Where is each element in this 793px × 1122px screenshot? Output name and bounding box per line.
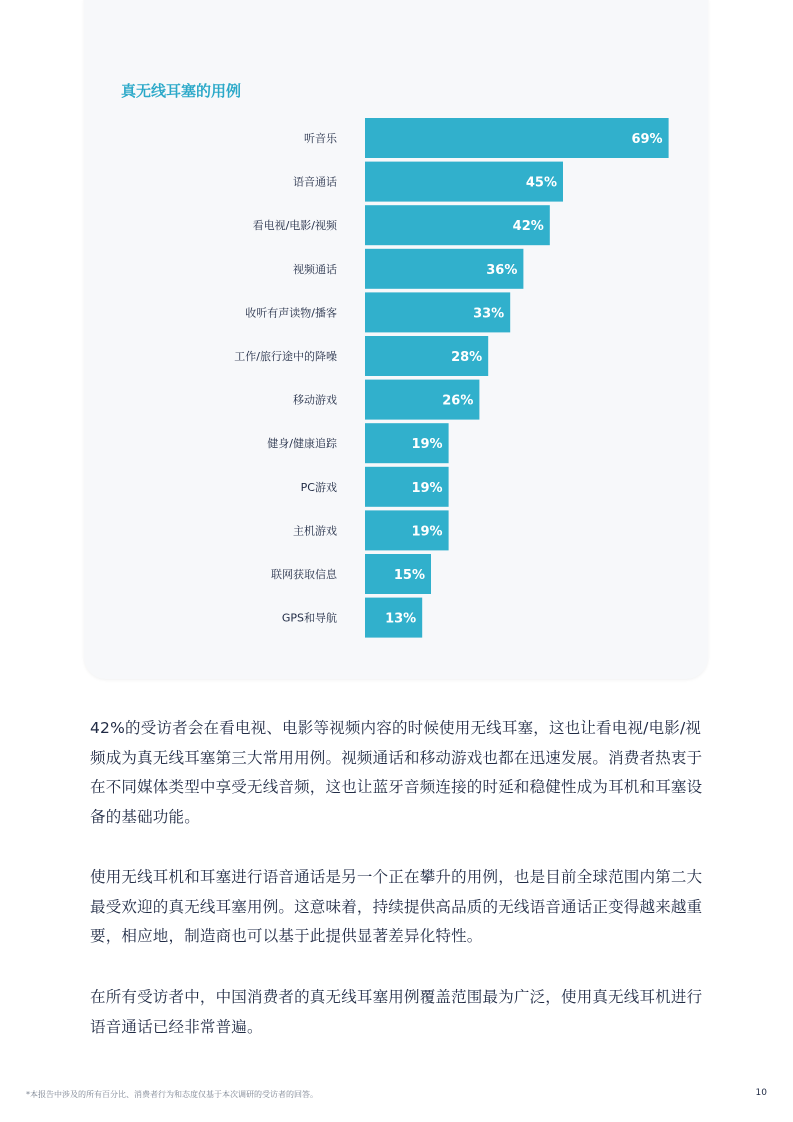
- bar: [365, 118, 669, 158]
- value-label: 33%: [473, 306, 505, 322]
- category-label: 收听有声读物/播客: [245, 306, 337, 320]
- category-label: 听音乐: [304, 132, 337, 145]
- value-label: 15%: [393, 568, 425, 583]
- value-label: 69%: [631, 132, 663, 147]
- value-label: 19%: [411, 524, 443, 540]
- category-label: 移动游戏: [293, 393, 337, 407]
- category-label: 视频通话: [293, 262, 337, 276]
- value-label: 42%: [512, 219, 544, 235]
- value-label: 28%: [451, 350, 483, 365]
- category-label: 联网获取信息: [271, 568, 337, 581]
- value-label: 19%: [411, 480, 443, 496]
- category-label: 语音通话: [293, 175, 337, 189]
- category-label: 工作/旅行途中的降噪: [234, 350, 337, 363]
- body-paragraph-3: 在所有受访者中，中国消费者的真无线耳塞用例覆盖范围最为广泛，使用真无线耳机进行语音通话已经非常普遍。: [90, 988, 703, 1036]
- value-label: 45%: [525, 175, 557, 191]
- category-label: 主机游戏: [293, 524, 337, 538]
- chart-title: 真无线耳塞的用例: [121, 82, 242, 100]
- category-label: PC游戏: [300, 480, 337, 494]
- value-label: 36%: [486, 262, 518, 278]
- value-label: 26%: [442, 393, 474, 409]
- body-paragraph-1: 42%的受访者会在看电视、电影等视频内容的时候使用无线耳塞，这也让看电视/电影/视频成为真无线耳塞第三大常用用例。视频通话和移动游戏也都在迅速发展。消费者热衷于在不同媒体类型中享受无线音频，这也让蓝牙音频连接的时延和稳健性成为耳机和耳塞设备的基础功能。: [90, 719, 703, 826]
- category-label: 健身/健康追踪: [267, 437, 337, 451]
- body-paragraph-2: 使用无线耳机和耳塞进行语音通话是另一个正在攀升的用例，也是目前全球范围内第二大最受欢迎的真无线耳塞用例。这意味着，持续提供高品质的无线语音通话正变得越来越重要，相应地，制造商也可以基于此提供显著差异化特性。: [90, 868, 703, 945]
- category-label: GPS和导航: [281, 611, 337, 625]
- category-label: 看电视/电影/视频: [252, 219, 337, 233]
- page-number: 10: [755, 1088, 767, 1098]
- footnote: *本报告中涉及的所有百分比、消费者行为和态度仅基于本次调研的受访者的回答。: [26, 1090, 318, 1099]
- value-label: 13%: [385, 611, 417, 627]
- value-label: 19%: [411, 437, 443, 453]
